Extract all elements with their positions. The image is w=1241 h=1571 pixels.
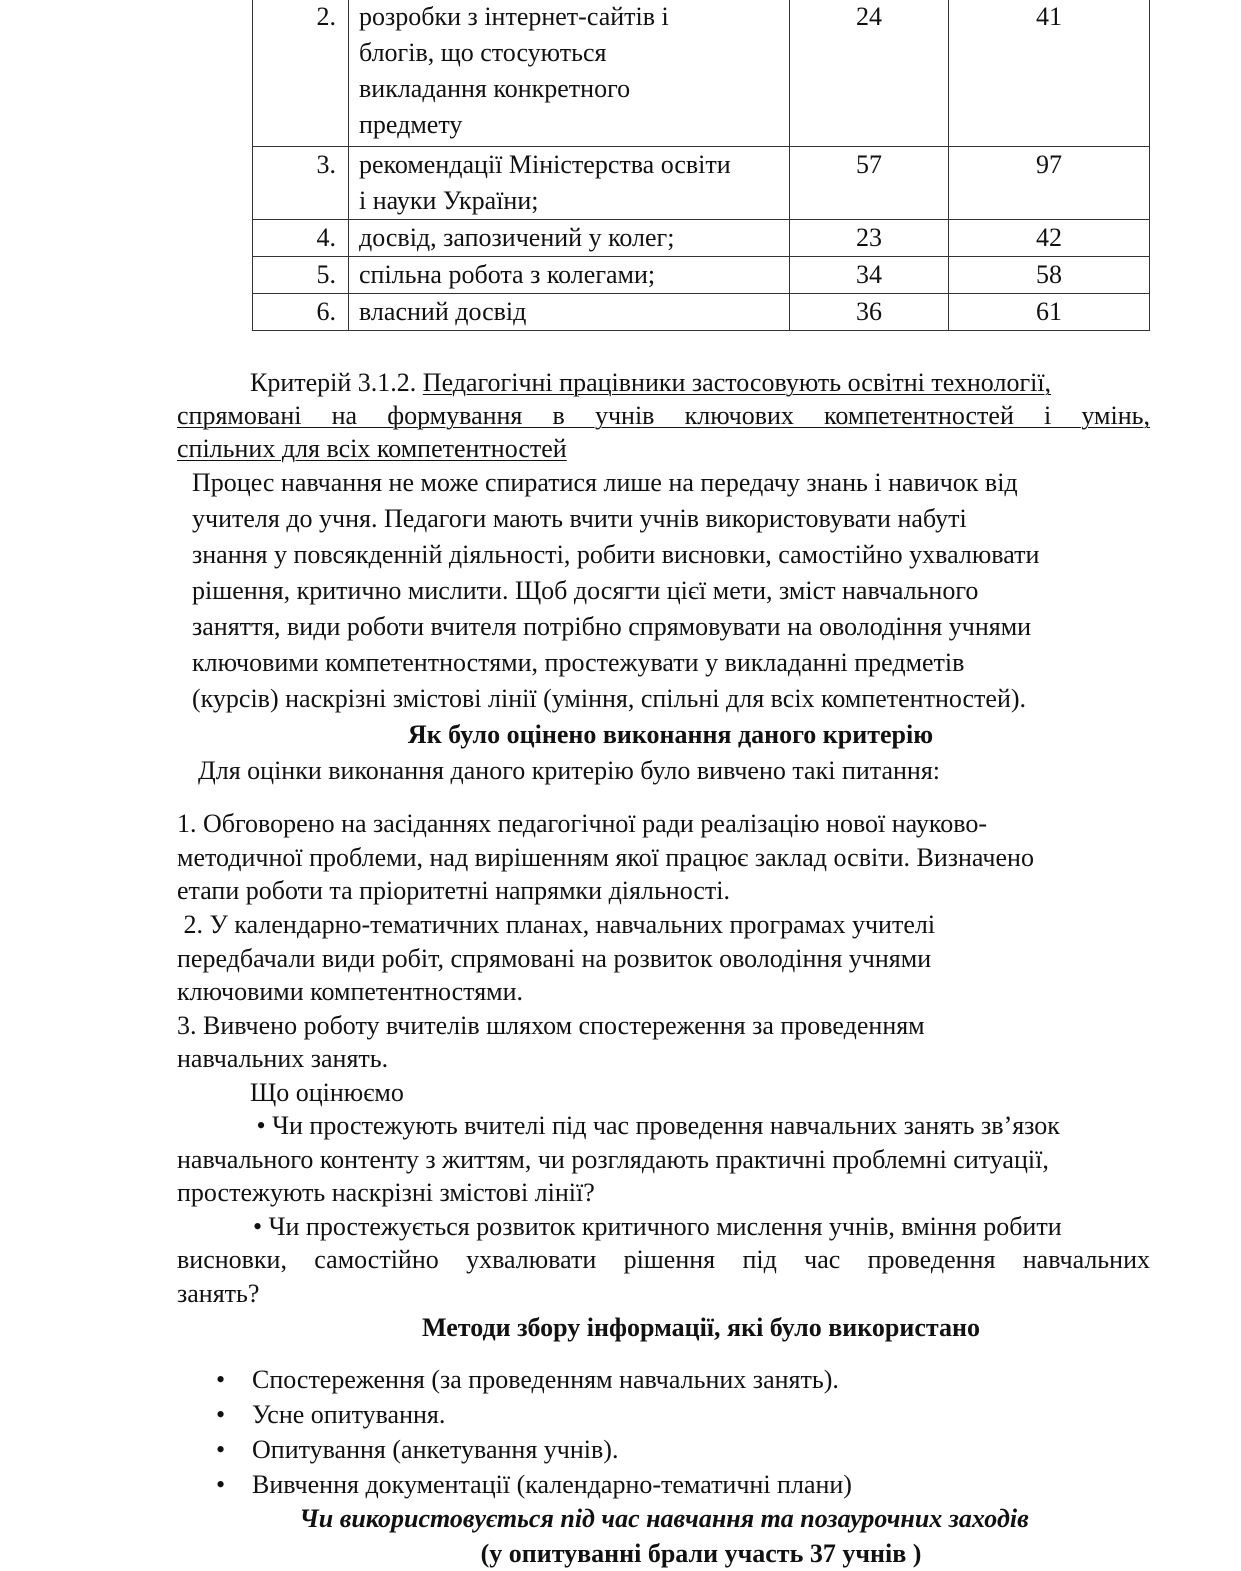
row-percent: 58	[949, 257, 1150, 294]
bullet-icon: •	[216, 1365, 226, 1394]
row-text-line: власний досвід	[359, 297, 527, 326]
item-line: 1. Обговорено на засіданнях педагогічної ради реалізацію нової науково-	[177, 809, 987, 838]
table-row	[253, 220, 1150, 257]
row-count: 23	[790, 220, 949, 257]
question-line: • Чи простежують вчителі під час проведення навчальних занять зв’язок	[250, 1111, 1060, 1140]
item-line: етапи роботи та пріоритетні напрямки діяльності.	[177, 876, 730, 905]
row-count: 36	[790, 294, 949, 331]
intro-line: (курсів) наскрізні змістові лінії (уміння, спільні для всіх компетентностей).	[192, 684, 1027, 713]
question-line: навчального контенту з життям, чи розглядають практичні проблемні ситуації,	[177, 1145, 1049, 1174]
table-row	[253, 147, 1150, 220]
criterion-title: Педагогічні працівники застосовують освітні технології,	[422, 368, 1052, 397]
row-text-line: спільна робота з колегами;	[359, 260, 656, 289]
row-number: 6.	[253, 294, 349, 331]
what-we-evaluate: Що оцінюємо	[250, 1078, 404, 1107]
methods-heading: Методи збору інформації, які було використано	[422, 1313, 980, 1342]
table-row	[253, 257, 1150, 294]
intro-line: рішення, критично мислити. Щоб досягти цієї мети, зміст навчального	[192, 576, 979, 605]
criterion-title-line: спільних для всіх компетентностей	[177, 434, 567, 463]
item-line: ключовими компетентностями.	[177, 977, 524, 1006]
criterion-heading	[250, 366, 1051, 400]
table-row	[253, 0, 1150, 147]
item-line: 3. Вивчено роботу вчителів шляхом спостереження за проведенням	[177, 1011, 925, 1040]
method-label: Усне опитування.	[252, 1400, 446, 1429]
list-item	[210, 1397, 852, 1432]
evaluation-intro: Для оцінки виконання даного критерію було вивчено такі питання:	[198, 756, 941, 785]
sources-table	[252, 0, 1150, 331]
intro-line: заняття, види роботи вчителя потрібно спрямовувати на оволодіння учнями	[192, 612, 1032, 641]
row-description	[349, 257, 790, 294]
row-number: 2.	[253, 0, 349, 147]
list-item	[210, 1432, 852, 1467]
row-number: 3.	[253, 147, 349, 220]
method-label: Вивчення документації (календарно-тематичні плани)	[252, 1470, 852, 1499]
list-item	[210, 1467, 852, 1502]
row-count: 24	[790, 0, 949, 147]
row-count: 57	[790, 147, 949, 220]
intro-line: учителя до учня. Педагоги мають вчити учнів використовувати набуті	[192, 504, 967, 533]
row-text-line: блогів, що стосуються	[359, 38, 607, 67]
criterion-prefix: Критерій 3.1.2.	[250, 368, 423, 397]
row-percent: 61	[949, 294, 1150, 331]
item-line: передбачали види робіт, спрямовані на розвиток оволодіння учнями	[177, 944, 932, 973]
list-item	[210, 1362, 852, 1397]
row-text-line: розробки з інтернет-сайтів і	[359, 2, 669, 31]
row-description	[349, 0, 790, 147]
closing-note: (у опитуванні брали участь 37 учнів )	[480, 1539, 922, 1568]
bullet-icon: •	[216, 1470, 226, 1499]
row-percent: 97	[949, 147, 1150, 220]
item-line: навчальних занять.	[177, 1044, 389, 1073]
intro-line: ключовими компетентностями, простежувати у викладанні предметів	[192, 648, 965, 677]
method-label: Опитування (анкетування учнів).	[252, 1435, 619, 1464]
row-count: 34	[790, 257, 949, 294]
row-text-line: рекомендації Міністерства освіти	[359, 150, 731, 179]
row-description	[349, 147, 790, 220]
question-line: простежують наскрізні змістові лінії?	[177, 1178, 595, 1207]
table-row	[253, 294, 1150, 331]
bullet-icon: •	[216, 1400, 226, 1429]
closing-question: Чи використовується під час навчання та позаурочних заходів	[299, 1504, 1029, 1533]
evaluation-heading: Як було оцінено виконання даного критерію	[407, 720, 934, 749]
row-description	[349, 294, 790, 331]
row-percent: 41	[949, 0, 1150, 147]
item-line: методичної проблеми, над вирішенням якої працює заклад освіти. Визначено	[177, 843, 1034, 872]
item-line: 2. У календарно-тематичних планах, навчальних програмах учителі	[177, 910, 936, 939]
question-line: • Чи простежується розвиток критичного мислення учнів, вміння робити	[253, 1212, 1062, 1241]
row-text-line: предмету	[359, 110, 463, 139]
row-description	[349, 220, 790, 257]
method-label: Спостереження (за проведенням навчальних занять).	[252, 1365, 839, 1394]
row-percent: 42	[949, 220, 1150, 257]
criterion-title-line: спрямовані на формування в учнів ключових компетентностей і умінь,	[177, 401, 1150, 430]
question-line: висновки, самостійно ухвалювати рішення під час проведення навчальних	[177, 1245, 1150, 1274]
question-line: занять?	[177, 1279, 260, 1308]
bullet-icon: •	[216, 1435, 226, 1464]
row-number: 5.	[253, 257, 349, 294]
intro-line: знання у повсякденній діяльності, робити висновки, самостійно ухвалювати	[192, 540, 1040, 569]
row-text-line: досвід, запозичений у колег;	[359, 223, 675, 252]
methods-list	[210, 1362, 852, 1502]
row-text-line: і науки України;	[359, 186, 539, 215]
intro-line: Процес навчання не може спиратися лише на передачу знань і навичок від	[192, 468, 1018, 497]
row-number: 4.	[253, 220, 349, 257]
row-text-line: викладання конкретного	[359, 74, 631, 103]
